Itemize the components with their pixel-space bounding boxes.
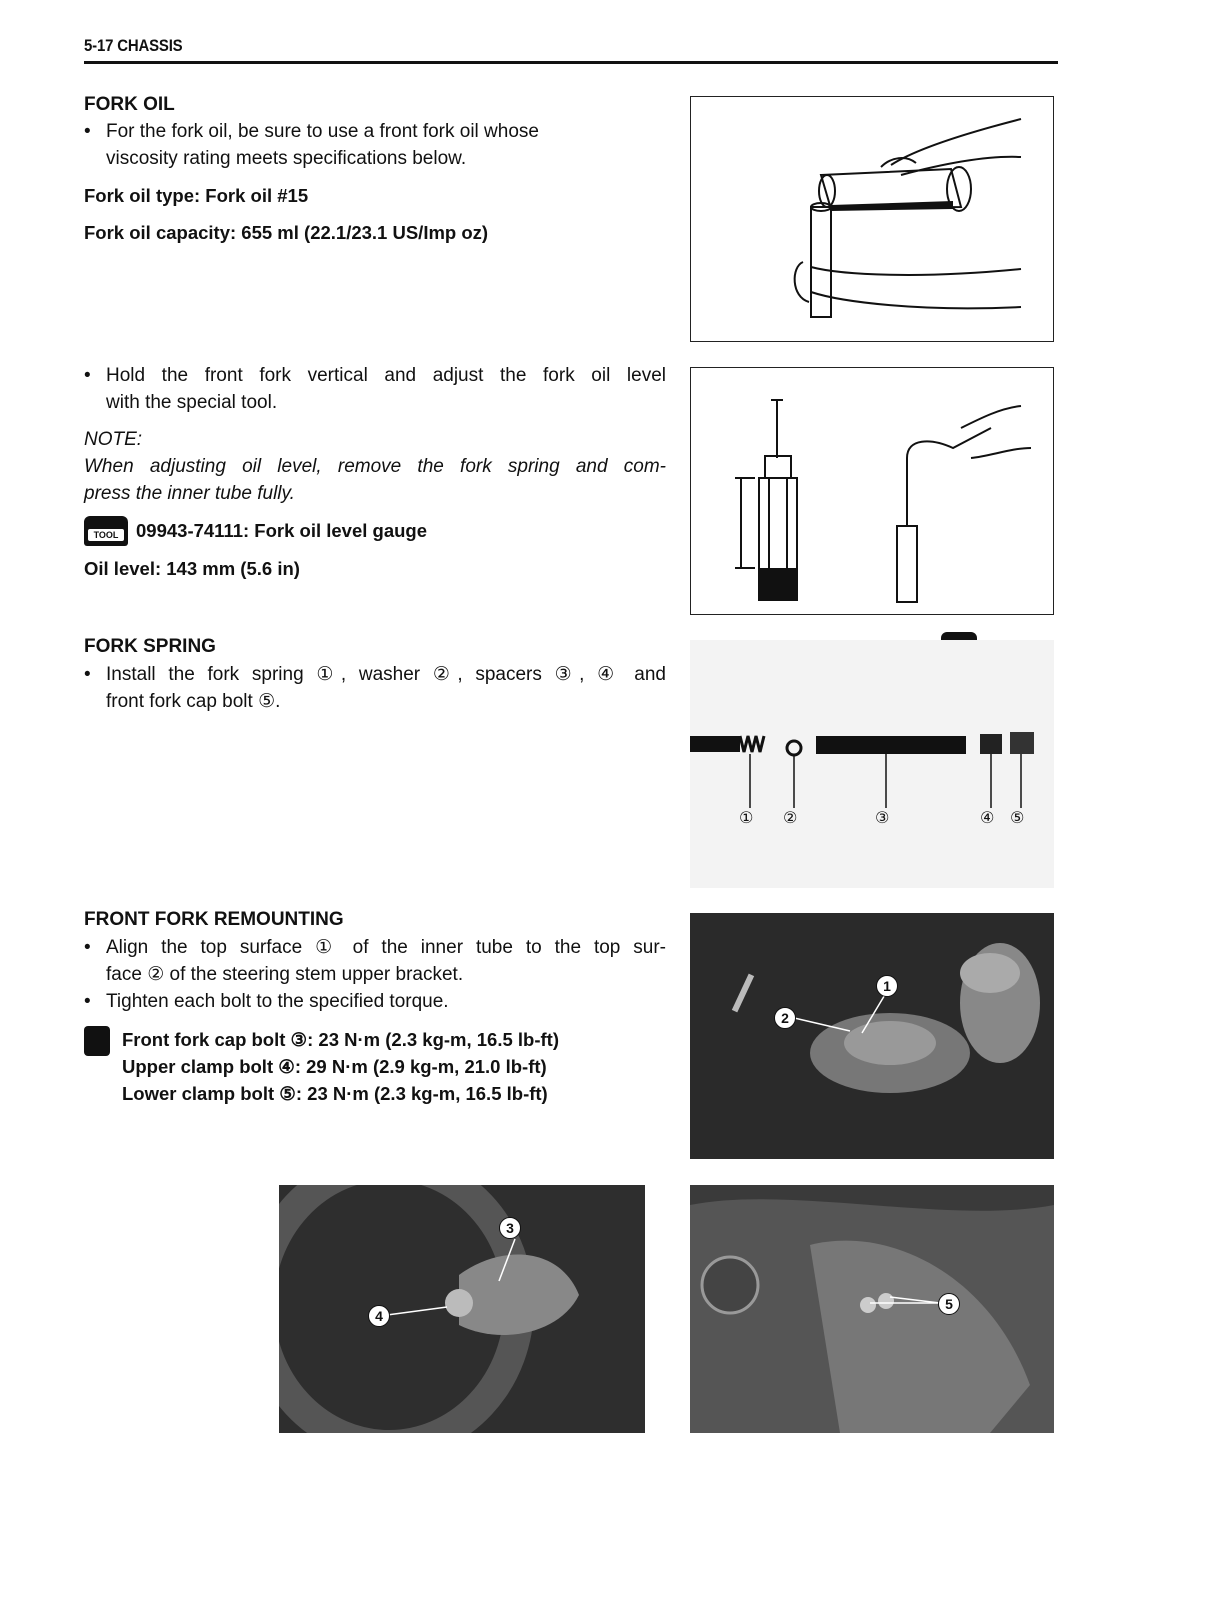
cap-bolt-clamp-photo: [279, 1185, 645, 1433]
note-line2: press the inner tube fully.: [84, 483, 295, 504]
oil-level-gauge-figure: [690, 367, 1054, 615]
remounting-bullet1: [84, 934, 666, 988]
photo2-callout-3: 3: [499, 1217, 521, 1239]
fork-spring-parts-photo: [690, 640, 1054, 888]
steering-stem-illustration: [690, 913, 1054, 1159]
oil-level-bullet-line2: with the special tool.: [106, 392, 278, 413]
remounting-bullet1-line1: Align the top surface ① of the inner tube to the top sur-: [106, 937, 666, 958]
bullet-icon: •: [84, 991, 91, 1012]
page-header: 5-17 CHASSIS: [84, 36, 183, 55]
torque-spec-list: [122, 1026, 559, 1107]
callout-5: ⑤: [1010, 808, 1025, 827]
torque-spec-block: [84, 1026, 559, 1107]
oil-level-spec: Oil level: 143 mm (5.6 in): [84, 558, 300, 579]
fork-oil-pouring-figure: [690, 96, 1054, 342]
lower-clamp-illustration: [690, 1185, 1054, 1433]
bullet-icon: •: [84, 664, 91, 685]
callout-3: ③: [875, 808, 890, 827]
spring-parts-illustration: [690, 640, 1054, 888]
cap-bolt-illustration: [279, 1185, 645, 1433]
header-rule: [84, 61, 1058, 64]
photo1-callout-2: 2: [774, 1007, 796, 1029]
note-text: [84, 453, 666, 507]
torque-spec-lower-clamp: Lower clamp bolt ⑤: 23 N·m (2.3 kg-m, 16.5 lb-ft): [122, 1083, 548, 1104]
bullet-icon: •: [84, 121, 91, 142]
fork-oil-heading: FORK OIL: [84, 94, 175, 115]
fork-oil-type-spec: Fork oil type: Fork oil #15: [84, 185, 309, 206]
bullet-icon: •: [84, 365, 91, 386]
fork-spring-bullet-line2: front fork cap bolt ⑤.: [106, 691, 281, 712]
pouring-illustration: [691, 97, 1052, 340]
fork-spring-heading: FORK SPRING: [84, 636, 216, 657]
tool-spec-row: [84, 516, 427, 546]
fork-oil-bullet-line2: viscosity rating meets specifications below.: [106, 148, 467, 169]
remounting-heading: FRONT FORK REMOUNTING: [84, 909, 344, 930]
oil-level-bullet: [84, 362, 666, 416]
photo3-callout-5: 5: [938, 1293, 960, 1315]
gauge-illustration: [691, 368, 1052, 613]
fork-oil-capacity-spec: Fork oil capacity: 655 ml (22.1/23.1 US/Imp oz): [84, 222, 489, 243]
callout-4: ④: [980, 808, 995, 827]
tool-spec: 09943-74111: Fork oil level gauge: [136, 520, 428, 541]
note-line1: When adjusting oil level, remove the fork spring and com-: [84, 456, 666, 477]
remounting-bullet1-line2: face ② of the steering stem upper bracket.: [106, 964, 464, 985]
fork-spring-bullet-line1: Install the fork spring ①, washer ②, spacers ③, ④ and: [106, 664, 666, 685]
fork-oil-bullet-line1: For the fork oil, be sure to use a front fork oil whose: [106, 121, 539, 142]
lower-clamp-photo: [690, 1185, 1054, 1433]
torque-spec-upper-clamp: Upper clamp bolt ④: 29 N·m (2.9 kg-m, 21.0 lb-ft): [122, 1056, 547, 1077]
callout-2: ②: [783, 808, 798, 827]
torque-wrench-icon: [84, 1026, 110, 1056]
oil-level-bullet-line1: Hold the front fork vertical and adjust the fork oil level: [106, 365, 666, 386]
steering-stem-photo: [690, 913, 1054, 1159]
bullet-icon: •: [84, 937, 91, 958]
photo2-callout-4: 4: [368, 1305, 390, 1327]
torque-spec-cap-bolt: Front fork cap bolt ③: 23 N·m (2.3 kg-m, 16.5 lb-ft): [122, 1029, 559, 1050]
tool-icon: TOOL: [84, 516, 128, 546]
fork-spring-bullet: [84, 661, 666, 715]
note-label: NOTE:: [84, 429, 143, 450]
remounting-bullet2: [84, 988, 666, 1015]
fork-oil-bullet: [84, 118, 666, 172]
remounting-bullet2-text: Tighten each bolt to the specified torque.: [106, 991, 449, 1012]
photo1-callout-1: 1: [876, 975, 898, 997]
callout-1: ①: [739, 808, 754, 827]
